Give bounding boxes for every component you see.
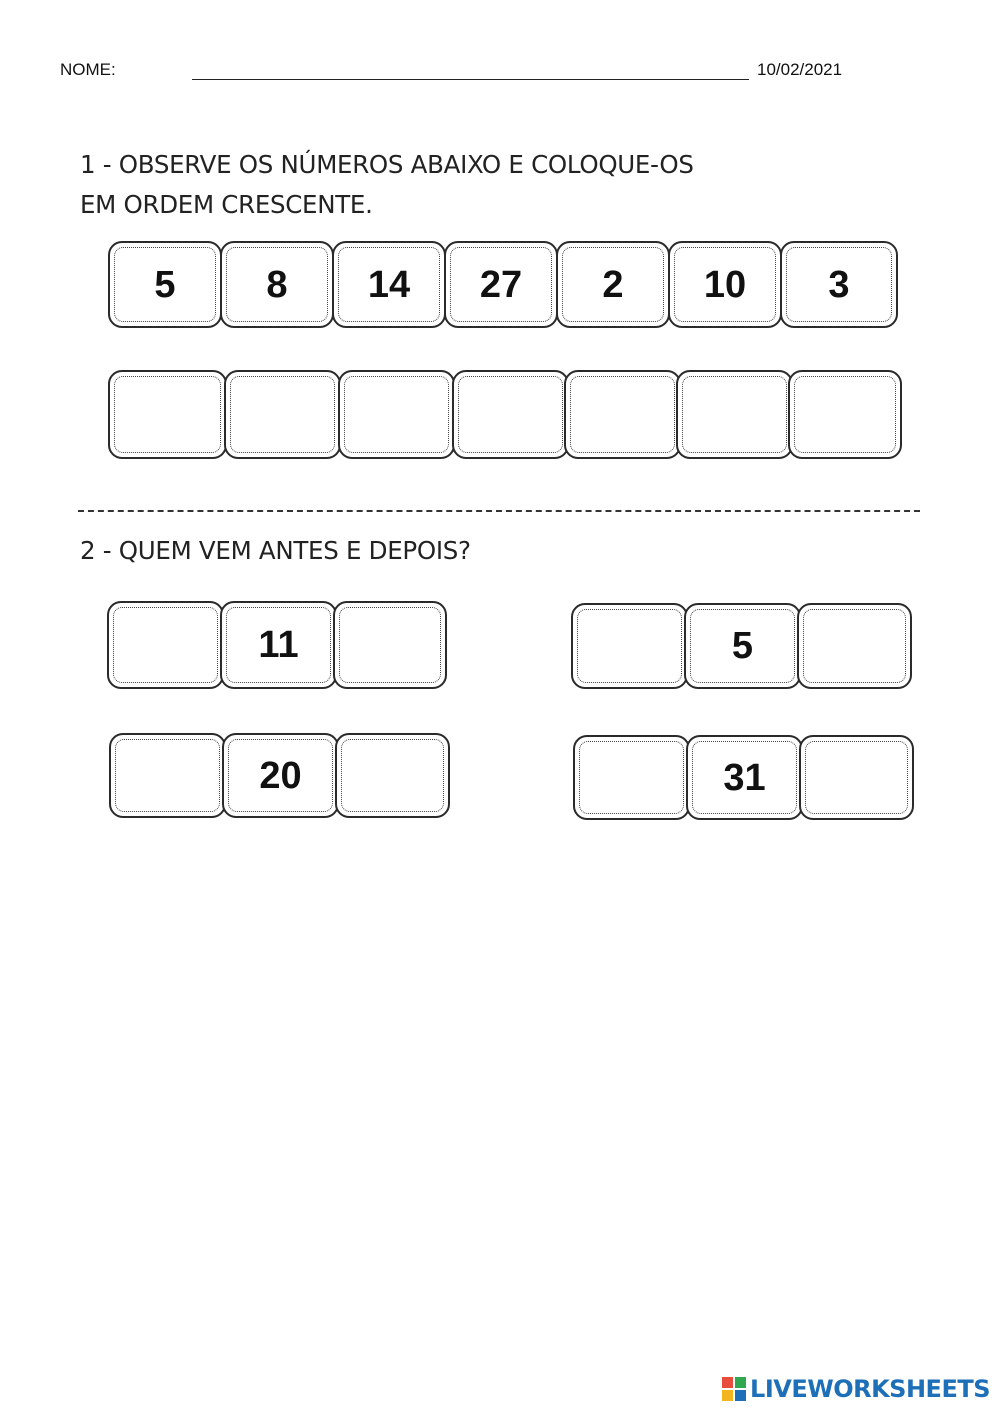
- given-number: 3: [828, 263, 850, 306]
- given-number-cell: [108, 241, 222, 328]
- given-number: 27: [479, 263, 523, 306]
- order-answer-input[interactable]: [574, 380, 671, 449]
- given-number: 2: [602, 263, 624, 306]
- answer-cell: [788, 370, 902, 459]
- before-input[interactable]: [581, 613, 678, 679]
- given-number: 20: [259, 754, 302, 797]
- before-input[interactable]: [583, 745, 680, 810]
- given-number-cell: [686, 735, 803, 820]
- question1-title-line2: EM ORDEM CRESCENTE.: [80, 190, 373, 219]
- before-cell: [109, 733, 226, 818]
- after-input[interactable]: [343, 611, 437, 679]
- after-cell: [797, 603, 912, 689]
- given-number-cell: [444, 241, 558, 328]
- given-number-cell: [222, 733, 339, 818]
- answer-cell: [676, 370, 793, 459]
- before-cell: [571, 603, 688, 689]
- given-number: 14: [367, 263, 411, 306]
- given-number-cell: [556, 241, 670, 328]
- order-answer-input[interactable]: [234, 380, 331, 449]
- after-input[interactable]: [345, 743, 440, 808]
- given-number: 5: [154, 263, 176, 306]
- answer-cell: [338, 370, 455, 459]
- given-number-cell: [780, 241, 898, 328]
- name-label: NOME:: [60, 60, 116, 79]
- before-cell: [573, 735, 690, 820]
- name-line: [60, 60, 843, 80]
- question2-title: 2 - QUEM VEM ANTES E DEPOIS?: [80, 536, 471, 565]
- given-number-cell: [220, 601, 337, 689]
- given-number-cell: [220, 241, 334, 328]
- liveworksheets-logo: [722, 1375, 990, 1403]
- date: 10/02/2021: [757, 60, 843, 79]
- order-answer-input[interactable]: [348, 380, 445, 449]
- given-number: 31: [723, 756, 766, 799]
- order-answer-input[interactable]: [798, 380, 892, 449]
- answer-cell: [564, 370, 681, 459]
- after-cell: [799, 735, 914, 820]
- before-input[interactable]: [119, 743, 216, 808]
- given-number: 10: [703, 263, 747, 306]
- after-input[interactable]: [809, 745, 904, 810]
- given-number-cell: [332, 241, 446, 328]
- brand-name: LIVEWORKSHEETS: [750, 1375, 990, 1403]
- given-number-cell: [684, 603, 801, 689]
- before-input[interactable]: [117, 611, 214, 679]
- before-cell: [107, 601, 224, 689]
- after-input[interactable]: [807, 613, 902, 679]
- liveworksheets-logo-icon: [722, 1377, 746, 1401]
- after-cell: [335, 733, 450, 818]
- given-number-cell: [668, 241, 782, 328]
- order-answer-input[interactable]: [686, 380, 783, 449]
- after-cell: [333, 601, 447, 689]
- order-answer-input[interactable]: [118, 380, 217, 449]
- question1-title-line1: 1 - OBSERVE OS NÚMEROS ABAIXO E COLOQUE-OS: [80, 150, 694, 179]
- answer-cell: [224, 370, 341, 459]
- answer-cell: [452, 370, 569, 459]
- order-answer-input[interactable]: [462, 380, 559, 449]
- given-number: 11: [258, 624, 299, 666]
- answer-cell: [108, 370, 227, 459]
- section-divider: [78, 510, 920, 512]
- name-blank[interactable]: [192, 79, 749, 80]
- given-number: 8: [266, 263, 288, 306]
- given-number: 5: [731, 625, 754, 667]
